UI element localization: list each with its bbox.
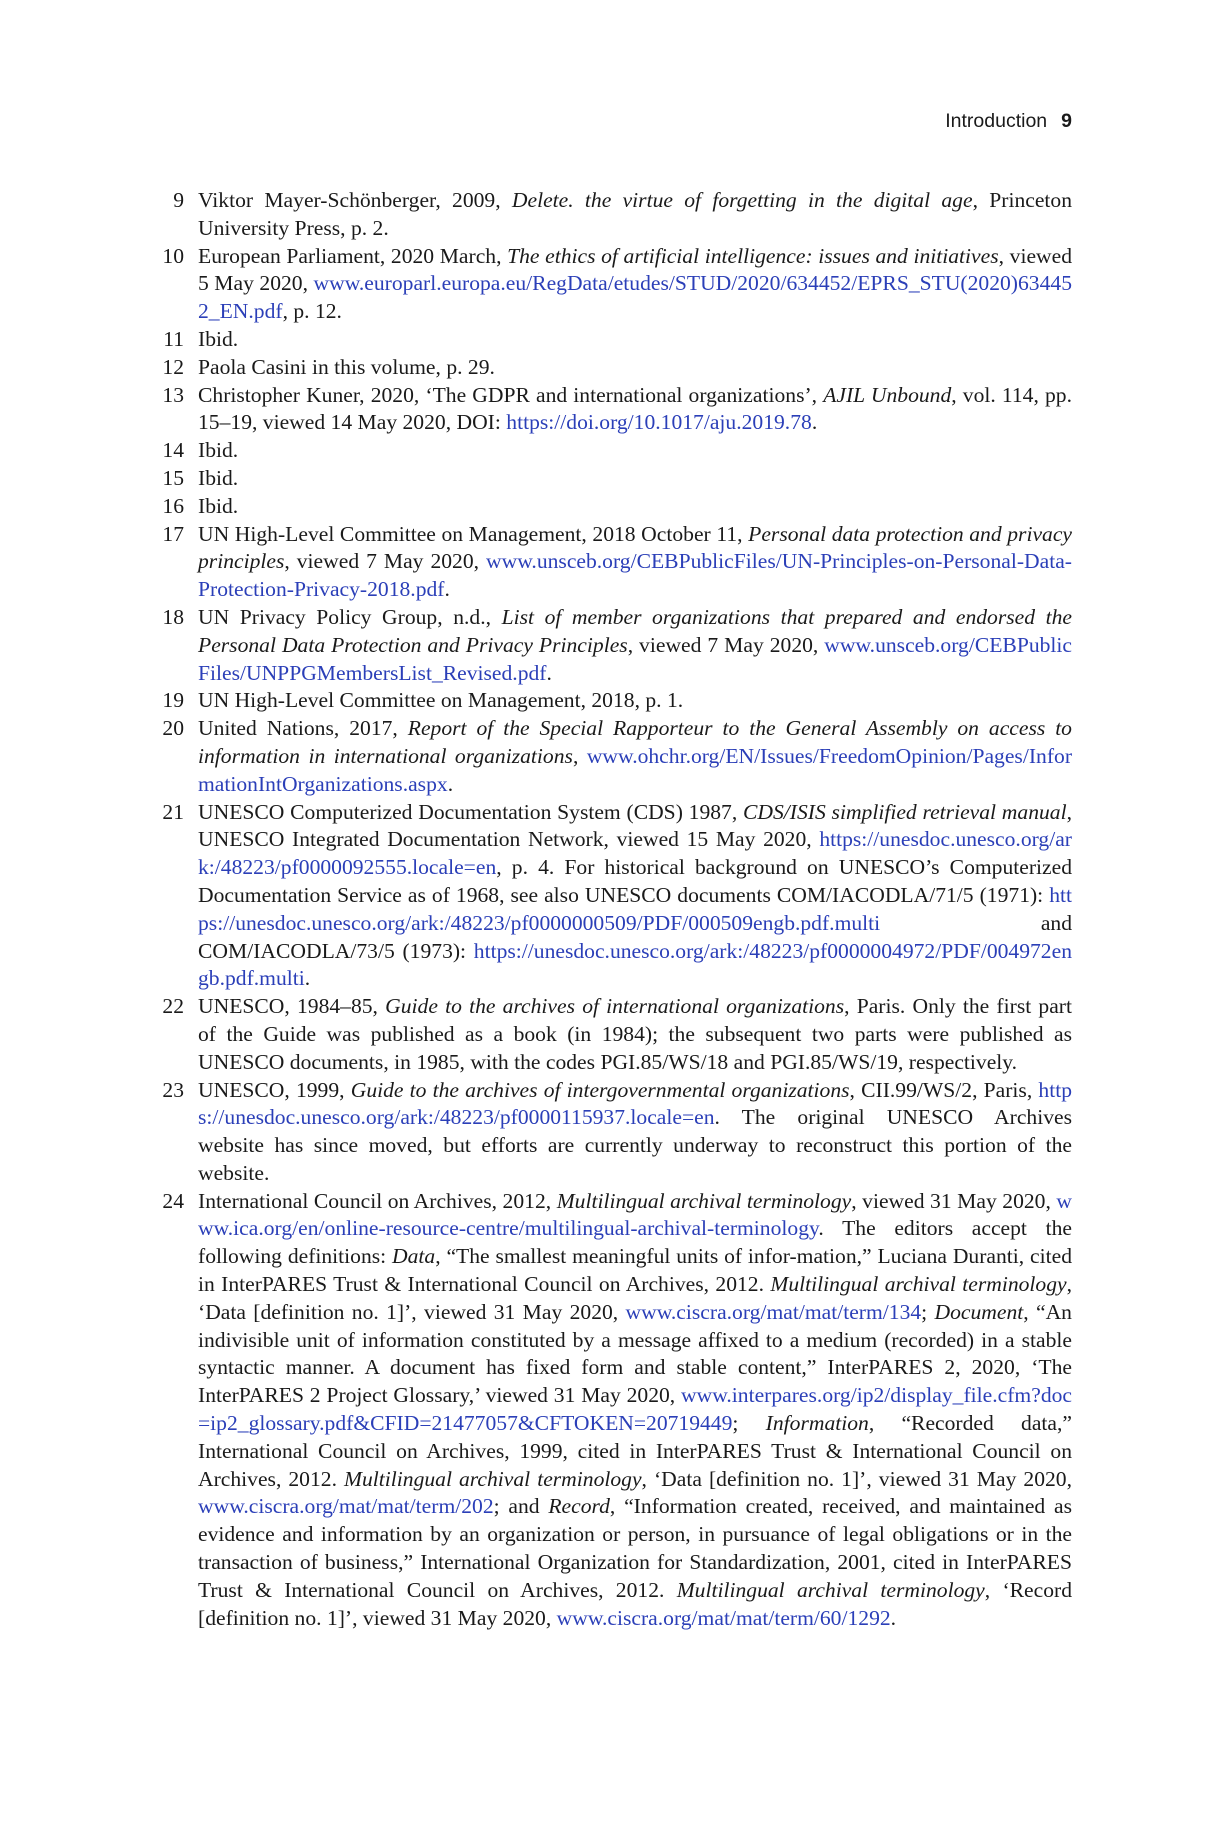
endnote-link[interactable]: www.ciscra.org/mat/mat/term/134 [625,1299,922,1324]
endnote-9 [150,187,1072,243]
endnote-20 [150,715,1072,798]
endnote-text: UN Privacy Policy Group, n.d., [198,604,502,629]
endnote-text: Ibid. [198,465,239,490]
endnote-title-italic: Information [765,1411,869,1436]
endnote-title-italic: Record [548,1494,610,1519]
endnote-title-italic: Personal data protection and privacy principles [198,521,1072,574]
endnote-title-italic: The ethics of artificial intelligence: issues and initiatives [507,243,999,268]
endnote-text: , “The smallest meaningful units of infor-mation,” Luciana Duranti, cited in InterPARES Trust & International Council on Archives, 2012. [198,1244,1072,1297]
endnote-text: and COM/IACODLA/73/5 (1973): [198,910,1072,963]
endnote-number: 16 [162,493,184,518]
endnote-text: Viktor Mayer-Schönberger, 2009, [198,188,512,212]
endnote-text: , viewed 5 May 2020, [198,243,1073,296]
endnote-link[interactable]: www.europarl.europa.eu/RegData/etudes/STUD/2020/634452/EPRS_STU(2020)634452_EN.pdf [198,271,1072,324]
endnote-number: 9 [173,188,184,212]
endnote-number: 22 [162,994,184,1019]
endnote-number: 15 [162,465,184,490]
endnote-link[interactable]: https://unesdoc.unesco.org/ark:/48223/pf0000115937.locale=en [198,1077,1072,1130]
endnote-text: Ibid. [198,326,239,351]
endnote-link[interactable]: www.unsceb.org/CEBPublicFiles/UNPPGMembersList_Revised.pdf [198,632,1073,685]
endnote-text: , Paris. Only the first part of the Guide was published as a book (in 1984); the subsequent two parts were published as UNESCO documents, in 1985, with the codes PGI.85/WS/18 and PGI.85/WS/19, respectively. [198,994,1072,1074]
endnote-title-italic: Multilingual archival terminology [344,1466,642,1491]
endnote-link[interactable]: www.ciscra.org/mat/mat/term/60/1292 [556,1605,891,1630]
endnote-text: International Council on Archives, 2012, [198,1188,557,1213]
endnote-title-italic: Guide to the archives of international organizations [385,994,845,1019]
endnote-text: Ibid. [198,493,239,518]
endnote-10 [150,243,1072,326]
endnote-22 [150,993,1072,1076]
endnote-text: Ibid. [198,438,239,463]
endnote-link[interactable]: https://unesdoc.unesco.org/ark:/48223/pf0000004972/PDF/004972engb.pdf.multi [198,938,1072,991]
endnote-18 [150,604,1072,687]
endnote-number: 19 [162,688,184,713]
endnote-number: 21 [162,799,184,824]
endnote-number: 13 [162,382,184,407]
endnote-text: Christopher Kuner, 2020, ‘The GDPR and international organizations’, [198,382,824,407]
endnote-title-italic: Report of the Special Rapporteur to the General Assembly on access to information in international organizations [198,716,1072,768]
endnote-text: , viewed 31 May 2020, [851,1188,1057,1213]
endnote-number: 17 [162,521,184,546]
endnote-number: 20 [162,716,184,741]
endnote-link[interactable]: www.interpares.org/ip2/display_file.cfm?doc=ip2_glossary.pdf&CFID=21477057&CFTOKEN=20719449 [198,1383,1072,1436]
endnote-text: . The editors accept the following definitions: [198,1216,1072,1269]
endnote-number: 12 [162,354,184,379]
endnote-title-italic: Multilingual archival terminology [770,1272,1067,1297]
endnote-24 [150,1188,1072,1633]
endnote-text: ; [921,1299,935,1324]
endnote-title-italic: Delete. the virtue of forgetting in the digital age [511,188,973,212]
endnote-text: , p. 12. [282,299,342,324]
endnote-text: , UNESCO Integrated Documentation Network, viewed 15 May 2020, [198,799,1072,852]
running-header-title: Introduction [945,110,1048,132]
endnote-text: European Parliament, 2020 March, [198,243,508,268]
endnote-link[interactable]: https://unesdoc.unesco.org/ark:/48223/pf0000092555.locale=en [198,827,1072,880]
endnote-title-italic: List of member organizations that prepared and endorsed the Personal Data Protection and Privacy Principles [198,604,1072,657]
endnote-text: , CII.99/WS/2, Paris, [849,1077,1039,1102]
endnote-17 [150,521,1072,604]
endnote-12 [150,354,1072,382]
endnote-text: ; [732,1411,766,1436]
page-number: 9 [1061,110,1072,132]
endnote-13 [150,382,1072,438]
endnote-number: 18 [162,604,184,629]
endnote-15 [150,465,1072,493]
endnote-text: , viewed 7 May 2020, [284,549,487,574]
endnote-16 [150,493,1072,521]
endnote-text: . [811,410,818,435]
endnote-text: , Princeton University Press, p. 2. [198,188,1073,240]
endnote-link[interactable]: www.unsceb.org/CEBPublicFiles/UN-Principles-on-Personal-Data-Protection-Privacy-2018.pdf [198,549,1072,602]
endnote-text: , “An indivisible unit of information constituted by a message affixed to a medium (recorded) in a stable syntactic manner. A document has fixed form and stable content,” InterPARES 2, 2020, ‘The InterPARES 2 Project Glossary,’ viewed 31 May 2020, [198,1299,1072,1408]
endnote-text: , ‘Data [definition no. 1]’, viewed 31 May 2020, [198,1272,1072,1324]
endnote-text: , ‘Record [definition no. 1]’, viewed 31 May 2020, [198,1577,1072,1630]
endnote-link[interactable]: www.ciscra.org/mat/mat/term/202 [198,1494,494,1519]
endnote-link[interactable]: https://unesdoc.unesco.org/ark:/48223/pf0000000509/PDF/000509engb.pdf.multi [198,882,1072,935]
endnote-number: 14 [162,438,184,463]
endnote-text: , “Information created, received, and maintained as evidence and information by an organization or person, in pursuance of legal obligations or in the transaction of business,” International Organization for Standardization, 2001, cited in InterPARES Trust & International Council on Archives, 2012. [198,1494,1072,1602]
endnote-number: 23 [162,1077,184,1102]
endnote-19 [150,687,1072,715]
endnote-link[interactable]: https://doi.org/10.1017/aju.2019.78 [506,410,812,435]
endnote-title-italic: Document [934,1299,1024,1324]
endnote-link[interactable]: www.ica.org/en/online-resource-centre/multilingual-archival-terminology [198,1188,1073,1241]
endnote-14 [150,437,1072,465]
running-header [915,110,1072,142]
endnote-title-italic: Guide to the archives of intergovernmental organizations [350,1077,850,1102]
endnote-text: UNESCO, 1984–85, [198,994,386,1019]
endnote-title-italic: AJIL Unbound [823,382,952,407]
endnote-number: 10 [162,243,184,268]
endnote-text: ; and [493,1494,549,1519]
endnote-21 [150,799,1072,994]
endnote-text: UNESCO Computerized Documentation System (CDS) 1987, [198,799,744,824]
endnote-text: . [444,577,450,602]
endnote-number: 11 [163,326,184,351]
endnote-text: , p. 4. For historical background on UNESCO’s Computerized Documentation Service as of 1968, see also UNESCO documents COM/IACODLA/71/5 (1971): [198,855,1072,907]
endnote-text: Paola Casini in this volume, p. 29. [198,354,495,379]
endnote-11 [150,326,1072,354]
endnote-title-italic: Data [392,1244,436,1269]
endnote-text: UN High-Level Committee on Management, 2018 October 11, [198,521,749,546]
endnote-text: , vol. 114, pp. 15–19, viewed 14 May 2020, DOI: [198,382,1072,435]
endnote-23 [150,1077,1072,1188]
endnote-title-italic: Multilingual archival terminology [676,1577,985,1602]
endnote-text: . [546,660,552,685]
endnote-text: , “Recorded data,” International Council on Archives, 1999, cited in InterPARES Trust & International Council on Archives, 2012. [198,1411,1072,1491]
endnote-text: . [304,966,311,991]
endnote-text: , viewed 7 May 2020, [627,632,825,657]
endnote-text: , [572,743,587,768]
endnotes-list [150,187,1072,1632]
endnote-number: 24 [162,1188,184,1213]
endnote-text: . [890,1605,897,1630]
endnote-title-italic: Multilingual archival terminology [556,1188,852,1213]
endnote-link[interactable]: www.ohchr.org/EN/Issues/FreedomOpinion/Pages/InformationIntOrganizations.aspx [198,743,1073,796]
endnote-title-italic: CDS/ISIS simplified retrieval manual [743,799,1067,824]
endnote-text: . [447,771,454,796]
endnote-text: , ‘Data [definition no. 1]’, viewed 31 May 2020, [641,1466,1072,1491]
endnote-text: United Nations, 2017, [198,716,408,741]
endnote-text: UNESCO, 1999, [198,1077,351,1102]
endnote-text: . The original UNESCO Archives website has since moved, but efforts are currently underway to reconstruct this portion of the website. [198,1105,1072,1185]
endnote-text: UN High-Level Committee on Management, 2018, p. 1. [198,688,684,713]
